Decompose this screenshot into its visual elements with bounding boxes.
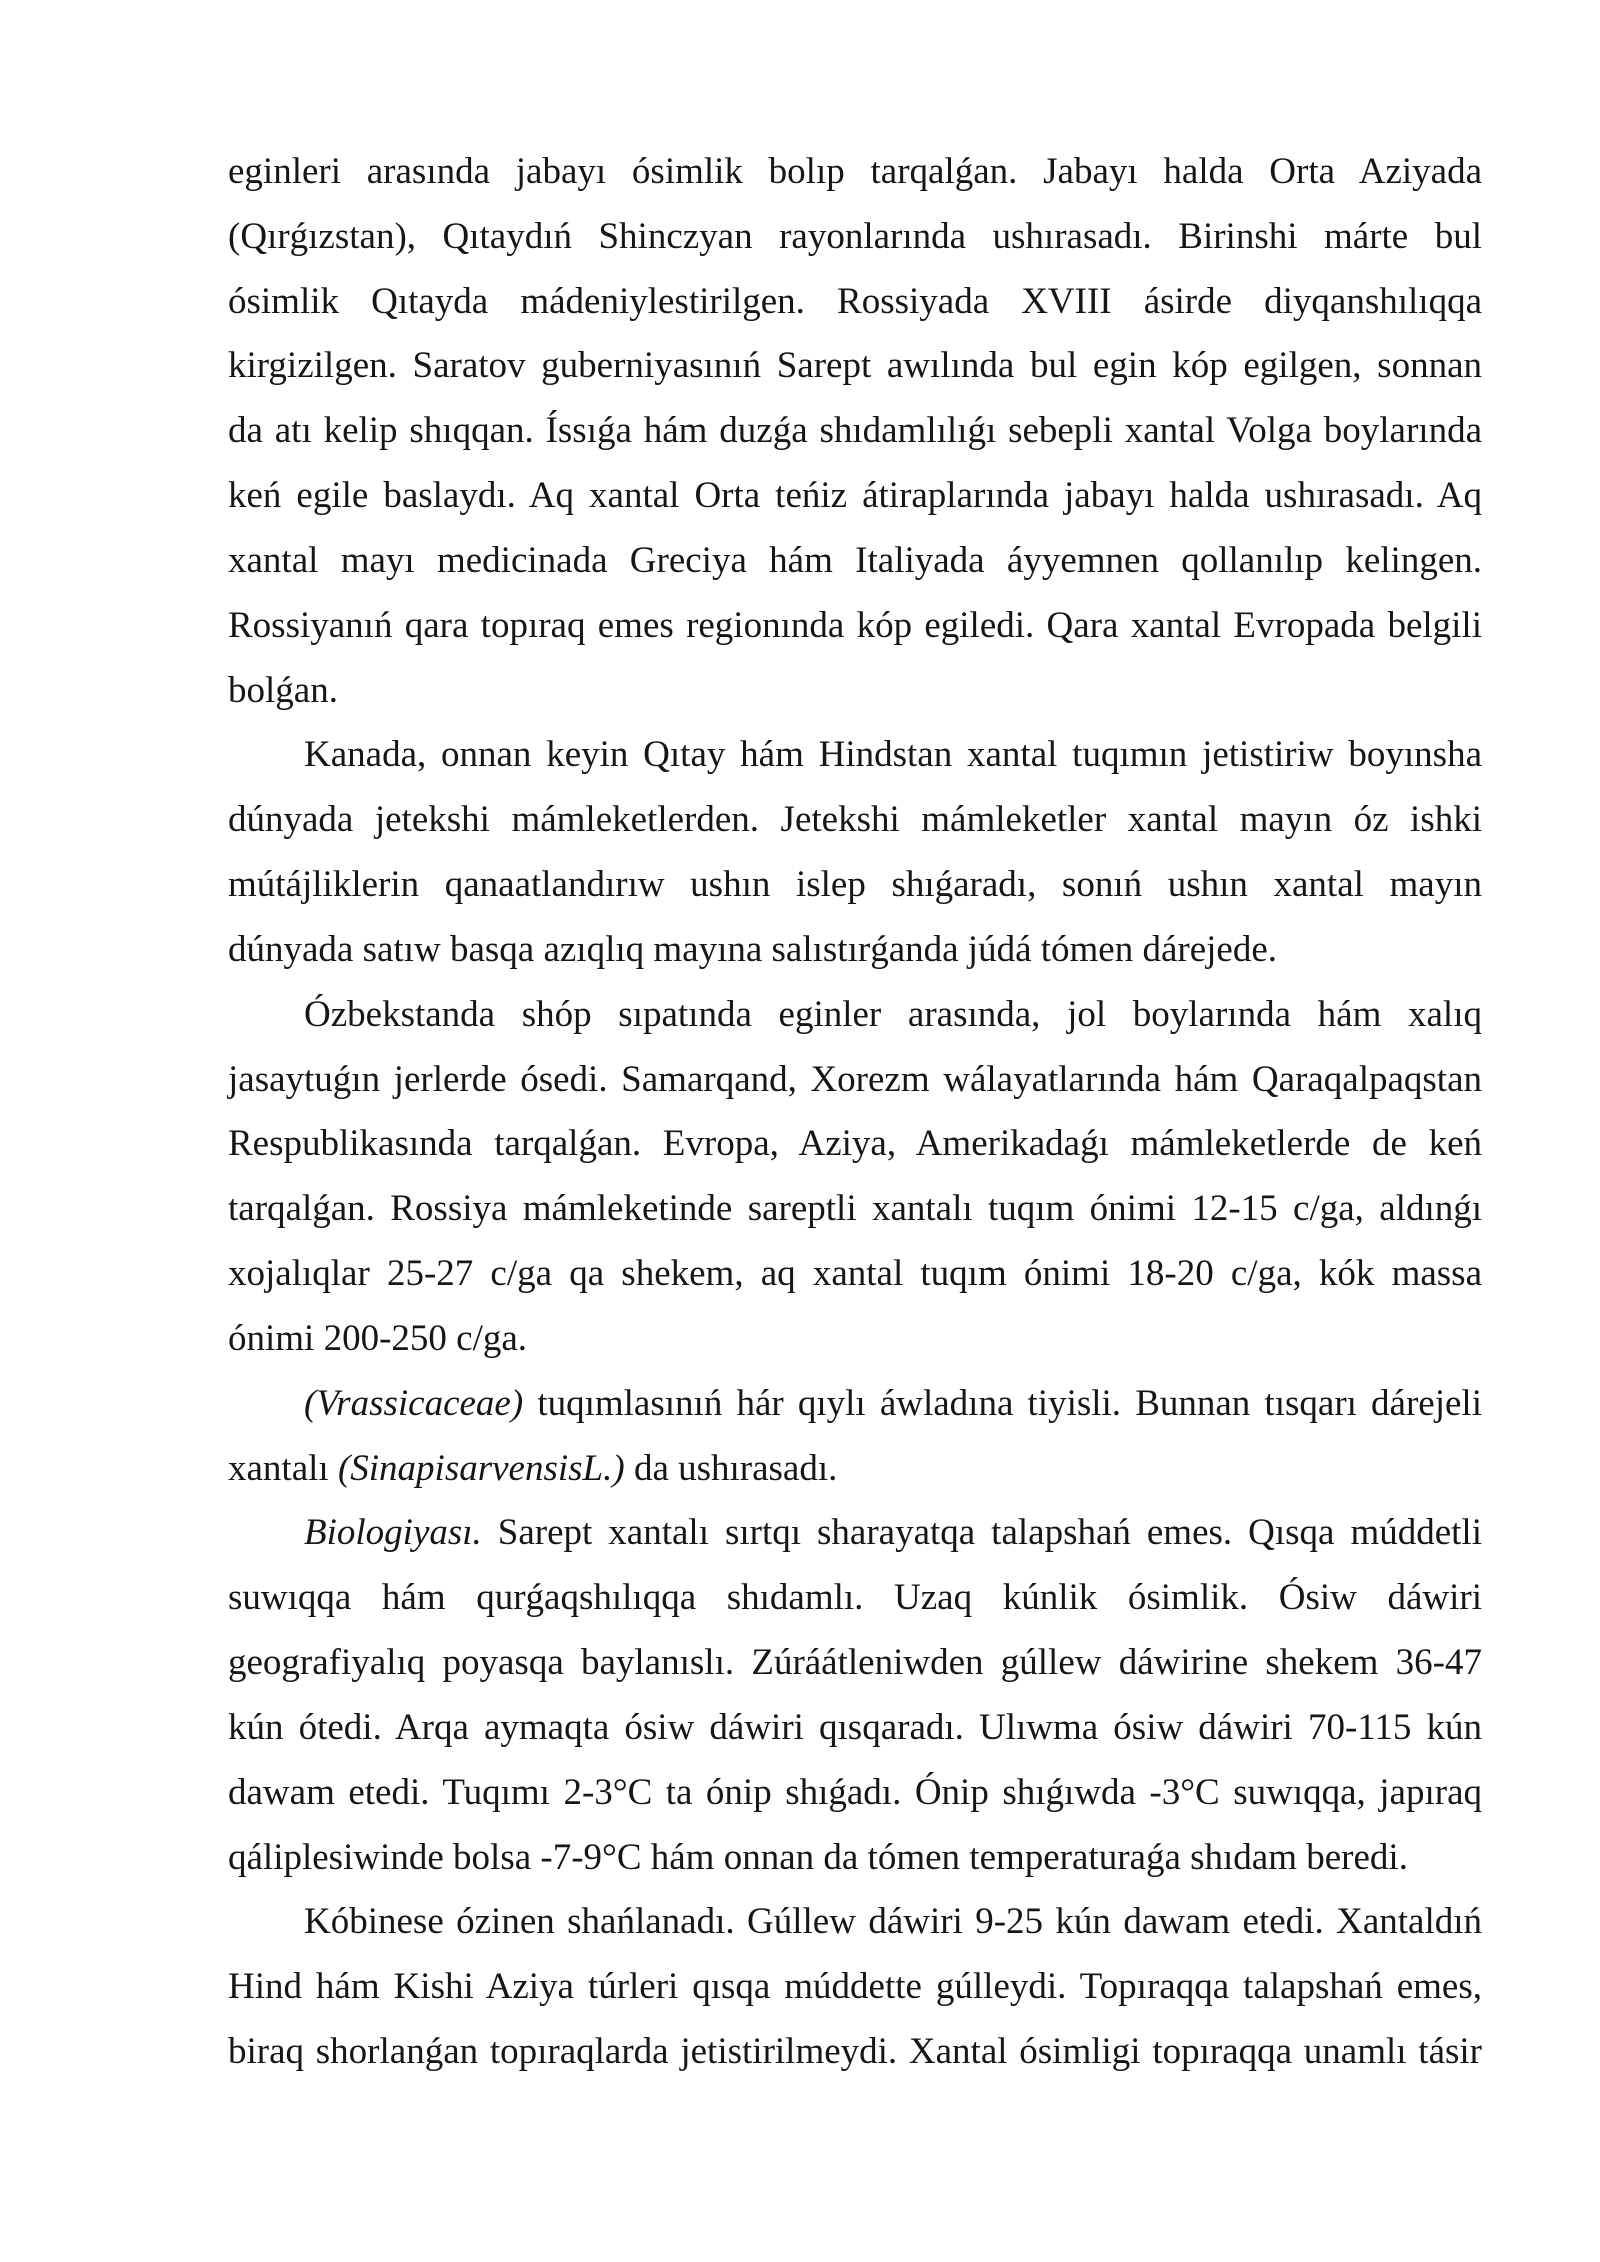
text-line	[228, 1307, 1482, 1372]
text-segment: qáliplesiwinde bolsa -7-9°C hám onnan da tómen temperaturaǵa shıdam beredi.	[228, 1836, 1408, 1878]
paragraph	[228, 1890, 1482, 2084]
text-line	[228, 853, 1482, 918]
text-line	[228, 270, 1482, 335]
text-line	[228, 1177, 1482, 1242]
text-segment: eginleri arasında jabayı ósimlik bolıp tarqalǵan. Jabayı halda Orta Aziyada	[228, 151, 1482, 192]
text-line	[228, 1437, 1482, 1502]
text-line	[228, 464, 1482, 529]
text-line	[228, 1631, 1482, 1696]
italic-text: (Vrassicaceae)	[304, 1382, 524, 1424]
paragraph	[228, 1372, 1482, 1502]
text-segment: mútájliklerin qanaatlandırıw ushın islep shıǵaradı, sonıń ushın xantal mayın	[228, 864, 1482, 906]
text-line	[228, 1372, 1482, 1437]
text-line	[228, 1048, 1482, 1113]
text-line	[228, 205, 1482, 270]
text-segment: bolǵan.	[228, 669, 338, 711]
page-body	[228, 140, 1482, 2085]
text-line	[228, 594, 1482, 659]
text-segment: da ushırasadı.	[624, 1447, 838, 1489]
text-segment: Hind hám Kishi Aziya túrleri qısqa múddette gúlleydi. Topıraqqa talapshań emes,	[228, 1966, 1482, 2008]
text-segment: (Qırǵızstan), Qıtaydıń Shinczyan rayonlarında ushırasadı. Birinshi márte bul	[228, 215, 1482, 257]
text-line	[228, 1761, 1482, 1826]
text-segment: Ózbekstanda shóp sıpatında eginler arasında, jol boylarında hám xalıq	[304, 993, 1482, 1035]
text-segment: kirgizilgen. Saratov guberniyasınıń Sarept awılında bul egin kóp egilgen, sonnan	[228, 345, 1482, 387]
text-segment: biraq shorlanǵan topıraqlarda jetistirilmeydi. Xantal ósimligi topıraqqa unamlı tásir	[228, 2031, 1482, 2073]
text-line	[228, 723, 1482, 788]
paragraph	[228, 723, 1482, 982]
text-line	[228, 1566, 1482, 1631]
text-segment: xantalı	[228, 1447, 338, 1489]
text-line	[228, 1112, 1482, 1177]
text-line	[228, 529, 1482, 594]
text-segment: suwıqqa hám qurǵaqshılıqqa shıdamlı. Uzaq kúnlik ósimlik. Ósiw dáwiri	[228, 1577, 1482, 1619]
text-segment: dawam etedi. Tuqımı 2-3°C ta ónip shıǵadı. Ónip shıǵıwda -3°C suwıqqa, japıraq	[228, 1771, 1482, 1813]
text-line	[228, 399, 1482, 464]
text-line	[228, 983, 1482, 1048]
text-line	[228, 918, 1482, 983]
text-line	[228, 1242, 1482, 1307]
text-line	[228, 788, 1482, 853]
text-segment: geografiyalıq poyasqa baylanıslı. Zúráátleniwden gúllew dáwirine shekem 36-47	[228, 1642, 1482, 1684]
text-segment: Kóbinese ózinen shańlanadı. Gúllew dáwiri 9-25 kún dawam etedi. Xantaldıń	[304, 1901, 1482, 1943]
text-segment: tuqımlasınıń hár qıylı áwladına tiyisli. Bunnan tısqarı dárejeli	[523, 1382, 1482, 1424]
text-segment: xantal mayı medicinada Greciya hám Italiyada áyyemnen qollanılıp kelingen.	[228, 539, 1482, 581]
text-segment: da atı kelip shıqqan. Íssıǵa hám duzǵa shıdamlılıǵı sebepli xantal Volga boylarında	[228, 410, 1482, 452]
text-line	[228, 659, 1482, 724]
text-segment: keń egile baslaydı. Aq xantal Orta teńiz átiraplarında jabayı halda ushırasadı. Aq	[228, 475, 1482, 517]
text-segment: kún ótedi. Arqa aymaqta ósiw dáwiri qısqaradı. Ulıwma ósiw dáwiri 70-115 kún	[228, 1706, 1482, 1748]
text-segment: Respublikasında tarqalǵan. Evropa, Aziya, Amerikadaǵı mámleketlerde de keń	[228, 1123, 1482, 1165]
text-line	[228, 1501, 1482, 1566]
paragraph	[228, 983, 1482, 1372]
text-line	[228, 334, 1482, 399]
text-segment: jasaytuǵın jerlerde ósedi. Samarqand, Xorezm wálayatlarında hám Qaraqalpaqstan	[228, 1058, 1482, 1100]
text-segment: dúnyada jetekshi mámleketlerden. Jetekshi mámleketler xantal mayın óz ishki	[228, 799, 1482, 841]
paragraph	[228, 1501, 1482, 1890]
text-segment: dúnyada satıw basqa azıqlıq mayına salıstırǵanda júdá tómen dárejede.	[228, 928, 1278, 970]
text-line	[228, 1696, 1482, 1761]
text-segment: Sarept xantalı sırtqı sharayatqa talapshań emes. Qısqa múddetli	[481, 1512, 1482, 1554]
italic-text: (SinapisarvensisL.)	[337, 1447, 625, 1489]
text-line	[228, 1890, 1482, 1955]
paragraph	[228, 140, 1482, 723]
text-segment: Rossiyanıń qara topıraq emes regionında kóp egiledi. Qara xantal Evropada belgili	[228, 604, 1482, 646]
text-segment: Kanada, onnan keyin Qıtay hám Hindstan xantal tuqımın jetistiriw boyınsha	[304, 734, 1482, 776]
text-segment: ónimi 200-250 c/ga.	[228, 1317, 528, 1359]
text-segment: tarqalǵan. Rossiya mámleketinde sareptli xantalı tuqım ónimi 12-15 c/ga, aldınǵı	[228, 1188, 1482, 1230]
text-segment: ósimlik Qıtayda mádeniylestirilgen. Rossiyada XVIII ásirde diyqanshılıqqa	[228, 280, 1482, 322]
italic-text: Biologiyası.	[304, 1512, 482, 1554]
text-line	[228, 1955, 1482, 2020]
text-segment: xojalıqlar 25-27 c/ga qa shekem, aq xantal tuqım ónimi 18-20 c/ga, kók massa	[228, 1253, 1482, 1295]
text-line	[228, 2020, 1482, 2085]
text-line	[228, 1826, 1482, 1891]
text-line	[228, 140, 1482, 205]
